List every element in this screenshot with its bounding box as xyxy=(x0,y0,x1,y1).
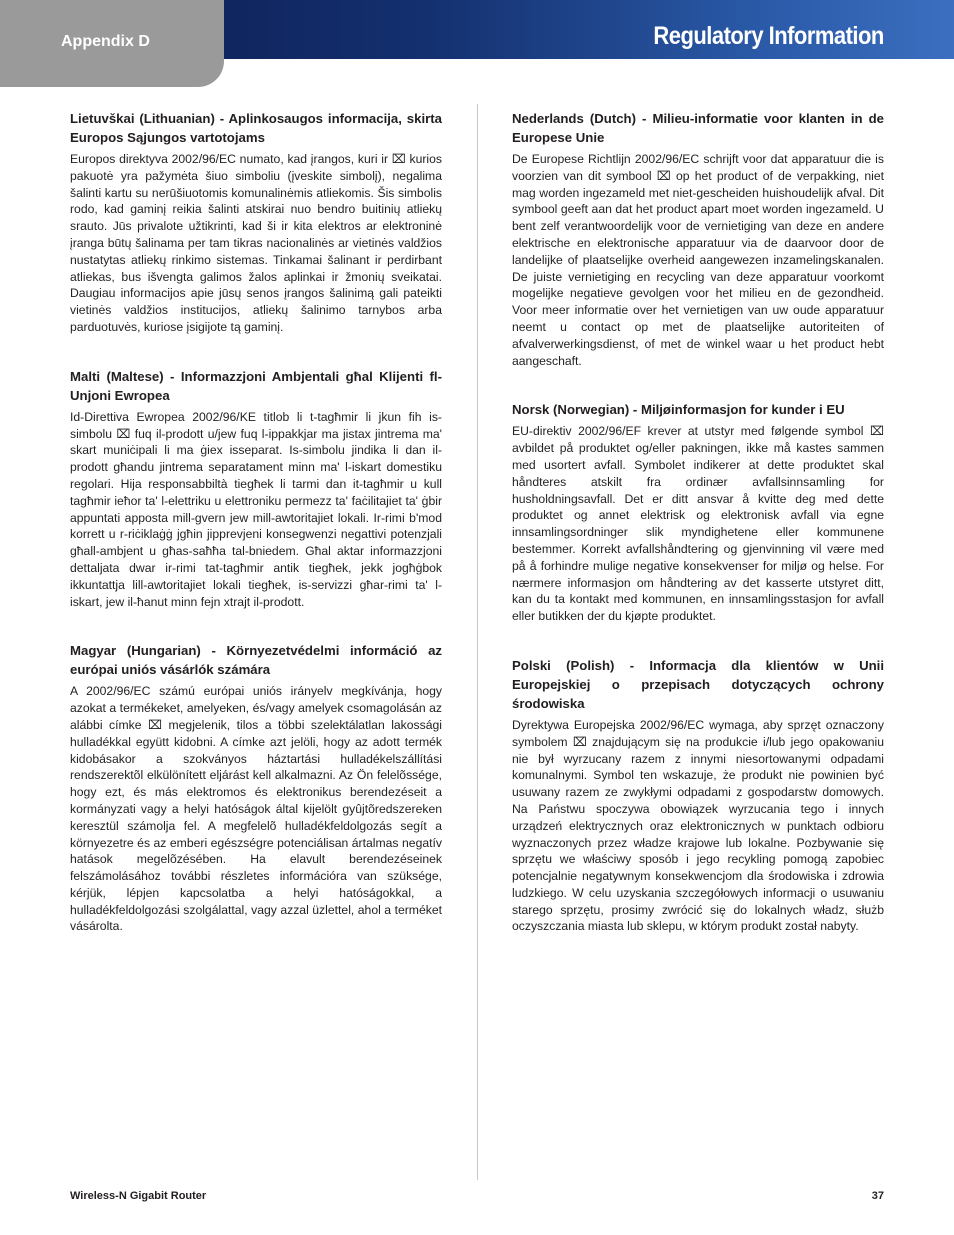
left-column xyxy=(70,109,442,966)
section-polish xyxy=(512,656,884,935)
section-heading: Lietuvškai (Lithuanian) - Aplinkosaugos informacija, skirta Europos Sąjungos vartotojams xyxy=(70,111,442,145)
section-dutch xyxy=(512,109,884,369)
section-maltese xyxy=(70,367,442,611)
column-divider xyxy=(477,104,478,1180)
section-body: Id-Direttiva Ewropea 2002/96/KE titlob li t-tagħmir li jkun fih is-simbolu ⌧ fuq il-prodott u/jew fuq l-ippakkjar ma jistax jintrema ma' skart muniċipali li ma ġiex isseparat. Is-simbolu jindika li dan il-prodott għandu jintrema separatament minn ma' l-iskart domestiku regolari. Hija responsabbiltà tiegħek li tarmi dan it-tagħmir u kull tagħmir ieħor ta' l-elettriku u elettroniku permezz ta' faċilitajiet ta' ġbir appuntati apposta mill-gvern jew mill-awtoritajiet lokali. Ir-rimi b'mod korrett u r-riċiklaġġ jgħin jipprevjeni konsegwenzi negattivi potenzjali għall-ambjent u għas-saħħa tal-bniedem. Għal aktar informazzjoni dettaljata dwar ir-rimi tat-tagħmir antik tiegħek, jekk jogħġbok ikkuntattja lill-awtoritajiet lokali tiegħek, is-servizzi għar-rimi ta' l-iskart, jew il-ħanut minn fejn xtrajt il-prodott. xyxy=(70,409,442,609)
appendix-tab xyxy=(0,0,224,87)
right-column xyxy=(512,109,884,966)
section-heading: Polski (Polish) - Informacja dla klientów w Unii Europejskiej o przepisach dotyczących ochrony środowiska xyxy=(512,657,884,711)
section-body: A 2002/96/EC számú európai uniós irányelv megkívánja, hogy azokat a termékeket, amelyeken, és/vagy amelyek csomagolásán az alábbi címke ⌧ megjelenik, tilos a többi szelektálatlan lakossági hulladékkal együtt kidobni. A címke azt jelöli, hogy az adott termék kidobásakor a szokványos háztartási hulladékelszállítási rendszerektõl elkülönített eljárást kell alkalmazni. Az Ön felelõssége, hogy ezt, és más elektromos és elektronikus berendezéseit a kormányzati vagy a helyi hatóságok által kijelölt gyûjtõredszereken keresztül számolja fel. A megfelelõ hulladékfeldolgozás segít a környezetre és az emberi egészségre potenciálisan ártalmas negatív hatások megelõzésében. Ha elavult berendezéseinek felszámolásához további részletes információra van szüksége, kérjük, lépjen kapcsolatba a helyi hatóságokkal, a hulladékfeldolgozási szolgálattal, vagy azzal üzlettel, ahol a terméket vásárolta. xyxy=(70,684,442,934)
section-lithuanian xyxy=(70,109,442,336)
section-body: Dyrektywa Europejska 2002/96/EC wymaga, aby sprzęt oznaczony symbolem ⌧ znajdującym się na produkcie i/lub jego opakowaniu nie był wyrzucany razem z innymi niesortowanymi odpadami komunalnymi. Symbol ten wskazuje, że produkt nie powinien być usuwany razem ze zwykłymi odpadami z gospodarstw domowych. Na Państwu spoczywa obowiązek wyrzucania tego i innych urządzeń elektrycznych oraz elektronicznych w punktach odbioru wyznaczonych przez władze krajowe lub lokalne. Pozbywanie się sprzętu we właściwy sposób i jego recykling pomogą zapobiec potencjalnie negatywnym konsekwencjom dla środowiska i zdrowia ludzkiego. W celu uzyskania szczegółowych informacji o usuwaniu starego sprzętu, prosimy zwrócić się do lokalnych władz, służb oczyszczania miasta lub sklepu, w którym produkt został nabyty. xyxy=(512,717,884,934)
section-heading: Magyar (Hungarian) - Környezetvédelmi információ az európai uniós vásárlók számára xyxy=(70,643,442,678)
section-heading: Malti (Maltese) - Informazzjoni Ambjentali għal Klijenti fl-Unjoni Ewropea xyxy=(70,368,442,403)
section-norwegian xyxy=(512,400,884,625)
footer-page-number: 37 xyxy=(871,1190,884,1202)
section-heading: Norsk (Norwegian) - Miljøinformasjon for kunder i EU xyxy=(512,402,845,418)
section-body: De Europese Richtlijn 2002/96/EC schrijft voor dat apparatuur die is voorzien van dit symbool ⌧ op het product of de verpakking, niet mag worden ingezameld met niet-gescheiden huishoudelijk afval. Dit symbool geeft aan dat het product apart moet worden ingezameld. U bent zelf verantwoordelijk voor de vernietiging van deze en andere elektrische en elektronische apparatuur via de daarvoor door de landelijke of plaatselijke overheid aangewezen inzamelingskanalen. De juiste vernietiging en recycling van deze apparatuur voorkomt mogelijke negatieve gevolgen voor het milieu en de gezondheid. Voor meer informatie over het vernietigen van uw oude apparatuur neemt u contact op met de plaatselijke autoriteiten of afvalverwerkingsdienst, of met de winkel waar u het product hebt aangeschaft. xyxy=(512,152,884,368)
section-heading: Nederlands (Dutch) - Milieu-informatie voor klanten in de Europese Unie xyxy=(512,111,884,145)
section-hungarian xyxy=(70,641,442,935)
page-title: Regulatory Information xyxy=(653,22,884,50)
footer-product-name: Wireless-N Gigabit Router xyxy=(70,1190,207,1202)
appendix-label: Appendix D xyxy=(61,33,150,50)
section-body: EU-direktiv 2002/96/EF krever at utstyr med følgende symbol ⌧ avbildet på produktet og/eller pakningen, ikke må kastes sammen med usortert avfall. Symbolet indikerer at dette produktet skal håndteres atskilt fra ordinær avfallsinnsamling for husholdningsavfall. Det er ditt ansvar å kvitte deg med dette produktet og annet elektrisk og elektronisk avfall via egne innsamlingsordninger slik myndighetene eller kommunene bestemmer. Korrekt avfallshåndtering og gjenvinning vil være med på å forhindre mulige negative konsekvenser for miljø og helse. For nærmere informasjon om håndtering av det kasserte utstyret ditt, kan du ta kontakt med kommunen, en innsamlingsstasjon for avfall eller butikken der du kjøpte produktet. xyxy=(512,424,884,624)
section-body: Europos direktyva 2002/96/EC numato, kad įrangos, kuri ir ⌧ kurios pakuotė yra pažymėta šiuo simboliu (įveskite simbolį), negalima šalinti kartu su nerūšiuotomis komunalinėmis atliekomis. Šis simbolis rodo, kad gaminį reikia šalinti atskirai nuo bendro buitinių atliekų srauto. Jūs privalote užtikrinti, kad ši ir kita elektros ar elektroninė įranga būtų šalinama per tam tikras nacionalinės ar vietinės valdžios nustatytas atliekų rinkimo sistemas. Tinkamai šalinant ir perdirbant atliekas, bus išvengta galimos žalos aplinkai ir žmonių sveikatai. Daugiau informacijos apie jūsų senos įrangos šalinimą gali pateikti vietinės valdžios institucijos, atliekų šalinimo tarnybos arba parduotuvės, kuriose įsigijote tą gaminį. xyxy=(70,152,442,334)
